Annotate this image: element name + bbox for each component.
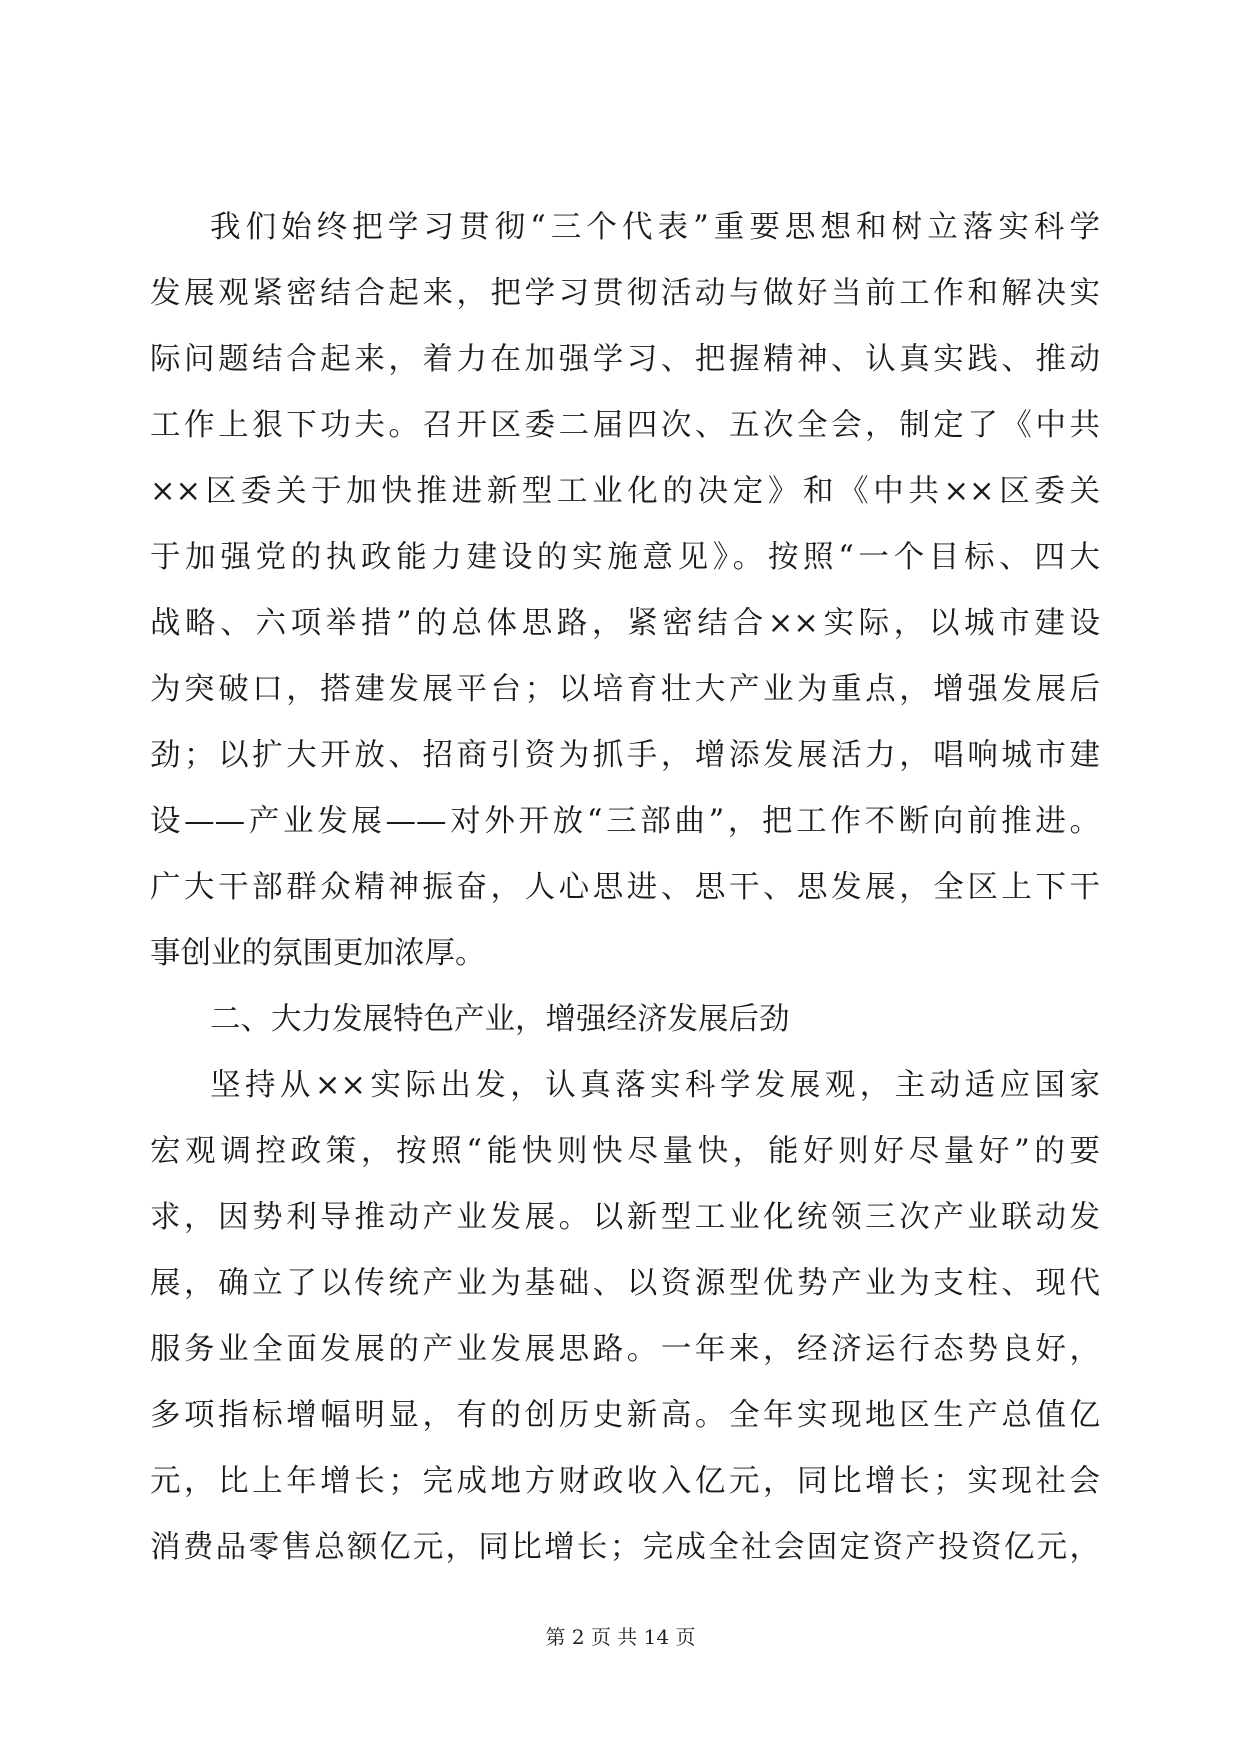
paragraph-line: 际问题结合起来，着力在加强学习、把握精神、认真实践、推动 (150, 342, 1100, 377)
paragraph-line: 我们始终把学习贯彻“三个代表”重要思想和树立落实科学 (210, 210, 1100, 245)
paragraph-line: 事创业的氛围更加浓厚。 (150, 936, 486, 971)
page-number-footer: 第 2 页 共 14 页 (545, 1625, 696, 1649)
paragraph-line: 宏观调控政策，按照“能快则快尽量快，能好则好尽量好”的要 (150, 1134, 1100, 1169)
paragraph-line: 为突破口，搭建发展平台；以培育壮大产业为重点，增强发展后 (150, 672, 1100, 707)
paragraph-line: 设——产业发展——对外开放“三部曲”，把工作不断向前推进。 (150, 804, 1100, 839)
paragraph-line: 元，比上年增长；完成地方财政收入亿元，同比增长；实现社会 (150, 1464, 1100, 1499)
paragraph-line: 消费品零售总额亿元，同比增长；完成全社会固定资产投资亿元， (150, 1530, 1100, 1565)
paragraph-line: 劲；以扩大开放、招商引资为抓手，增添发展活力，唱响城市建 (150, 738, 1100, 773)
section-heading: 二、大力发展特色产业，增强经济发展后劲 (210, 1002, 790, 1037)
paragraph-line: 战略、六项举措”的总体思路，紧密结合××实际，以城市建设 (150, 606, 1100, 641)
paragraph-line: 展，确立了以传统产业为基础、以资源型优势产业为支柱、现代 (150, 1266, 1100, 1301)
paragraph-line: 求，因势利导推动产业发展。以新型工业化统领三次产业联动发 (150, 1200, 1100, 1235)
paragraph-line: 发展观紧密结合起来，把学习贯彻活动与做好当前工作和解决实 (150, 276, 1100, 311)
paragraph-line: 坚持从××实际出发，认真落实科学发展观，主动适应国家 (210, 1068, 1100, 1103)
paragraph-line: 多项指标增幅明显，有的创历史新高。全年实现地区生产总值亿 (150, 1398, 1100, 1433)
paragraph-line: ××区委关于加快推进新型工业化的决定》和《中共××区委关 (150, 474, 1100, 509)
paragraph-line: 广大干部群众精神振奋，人心思进、思干、思发展，全区上下干 (150, 870, 1100, 905)
paragraph-line: 于加强党的执政能力建设的实施意见》。按照“一个目标、四大 (150, 540, 1100, 575)
paragraph-line: 工作上狠下功夫。召开区委二届四次、五次全会，制定了《中共 (150, 408, 1100, 443)
paragraph-line: 服务业全面发展的产业发展思路。一年来，经济运行态势良好， (150, 1332, 1100, 1367)
